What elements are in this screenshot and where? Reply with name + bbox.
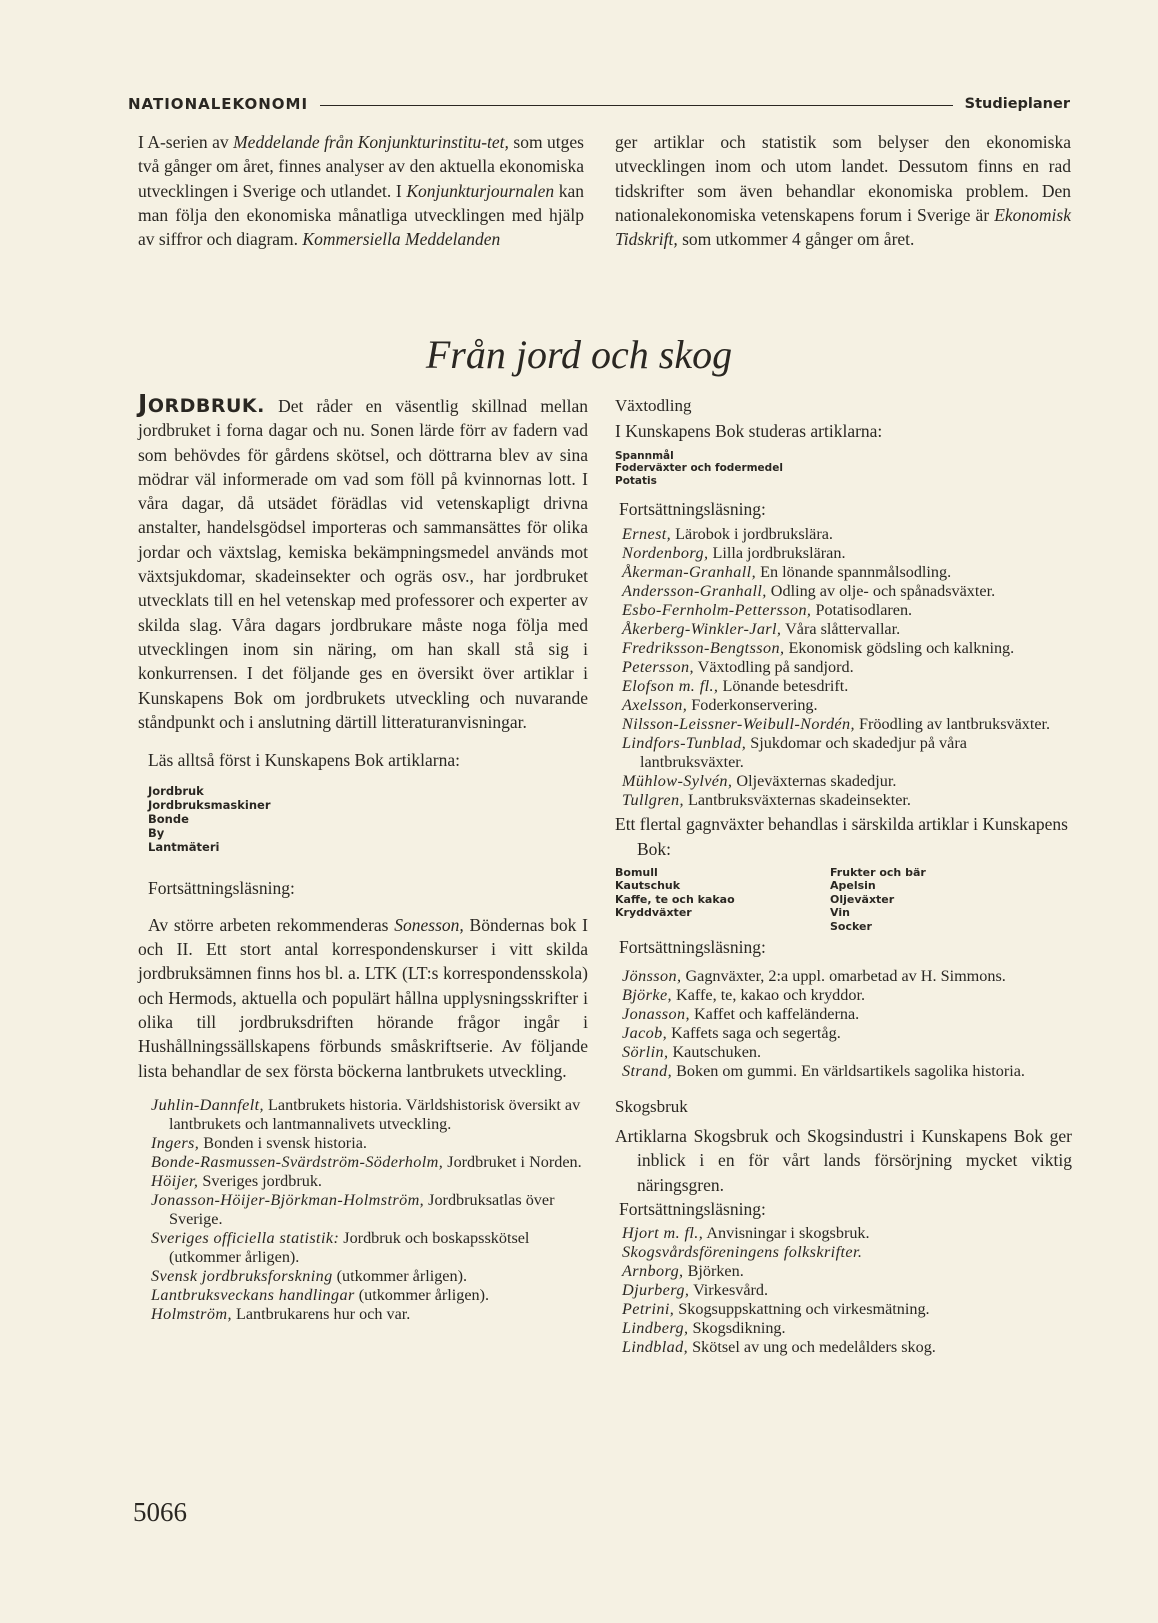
literature-entry [622,696,1072,715]
text-run: Skogsuppskattning och virkesmätning. [674,1300,930,1319]
text-run: Sjukdomar och skadedjur på våra lantbruksväxter. [640,734,967,772]
literature-entry [622,620,1072,639]
italic-text: Nilsson-Leissner-Weibull-Nordén, [622,715,855,734]
jordbruk-body: Det råder en väsentlig skillnad mellan jordbruket i forna dagar och nu. Sonen lärde förr av fadern vad som behövdes för gårdens skötsel, och döttrarna blev av sina mödrar väl informerade om vad som föll på kvinnornas lott. I våra dagar, då utsädet förädlas vid vetenskapligt drivna anstalter, handelsgödsel importeras och sammansättes för olika jordar och växtslag, kemiska bekämpningsmedel används mot växtsjukdomar, skadeinsekter och ogräs osv., har jordbruket utvecklats till en hel vetenskap med professorer och experter av skilda slag. Våra dagars jordbrukare måste noga följa med utvecklingen inom sin näring, om han skall stå sig i konkurrensen. I det följande ges en översikt över artiklar i Kunskapens Bok om jordbrukets utveckling och nuvarande ståndpunkt och i anslutning därtill litteraturanvisningar. [138,396,588,732]
italic-text: Jonasson, [622,1004,690,1023]
header-category: Studieplaner [964,96,1070,112]
text-run: Jordbruksatlas över Sverige. [169,1190,555,1228]
text-run: Jordbruk och boskapsskötsel (utkommer årligen). [169,1228,530,1266]
literature-entry [622,772,1072,791]
vaxtodling-heading: Växtodling [615,396,692,415]
italic-text: Skogsvårdsföreningens folkskrifter. [622,1243,863,1262]
literature-entry [622,658,1072,677]
italic-text: Axelsson, [622,696,688,715]
literature-entry [622,734,1072,772]
skogsbruk-intro: Artiklarna Skogsbruk och Skogsindustri i Kunskapens Bok ger inblick i en för vårt lands försörjning mycket viktig näringsgren. [615,1126,1072,1195]
text-run: Kaffet och kaffeländerna. [689,1004,860,1023]
article-item: Lantmäteri [148,840,220,855]
italic-text: Björke, [622,985,672,1004]
italic-text: Juhlin-Dannfelt, [151,1095,264,1114]
jordbruk-column [138,389,588,1324]
italic-text: Meddelande från Konjunkturinstitu-tet, [233,132,509,152]
literature-entry [622,601,1072,620]
text-run: Potatisodlaren. [811,601,913,620]
article-item: Jordbruksmaskiner [148,798,271,813]
section-title: Från jord och skog [425,332,733,377]
text-run: Odling av olje- och spånadsväxter. [766,582,996,601]
text-run: (utkommer årligen). [354,1285,490,1304]
text-run: Sveriges jordbruk. [198,1171,322,1190]
intro-right-column [615,130,1071,251]
literature-entry [622,639,1072,658]
jordbruk-article-list [138,784,588,854]
crop-article-item: Socker [830,919,872,933]
italic-text: Djurberg, [622,1281,690,1300]
italic-text: Mühlow-Sylvén, [622,772,733,791]
italic-text: Sonesson, [394,914,464,935]
italic-text: Hjort m. fl., [622,1224,704,1243]
article-item: By [148,826,165,841]
vaxtodling-literature-list [615,525,1072,810]
italic-text: Jönsson, [622,966,682,985]
text-run: Foderkonservering. [687,696,818,715]
literature-entry [622,1024,1072,1043]
italic-text: Bonde-Rasmussen-Svärdström-Söderholm, [151,1152,444,1171]
crop-article-item: Bomull [615,865,658,879]
text-run: Lantbrukets historia. Världshistorisk översikt av lantbrukets och lantmannalivets utveckling. [169,1095,581,1133]
italic-text: Ernest, [622,525,672,544]
italic-text: Sveriges officiella statistik: [151,1228,340,1247]
skogsbruk-continued-label: Fortsättningsläsning: [619,1198,766,1219]
italic-text: Jacob, [622,1023,668,1042]
italic-text: Strand, [622,1061,673,1080]
crop-article-item: Kaffe, te och kakao [615,892,735,906]
crops-list-right [830,866,1045,934]
intro-left-column [138,130,584,251]
literature-entry [151,1229,588,1267]
literature-entry [151,1191,588,1229]
running-header [128,92,1070,116]
literature-entry [151,1134,588,1153]
text-run: Kaffets saga och segertåg. [667,1023,841,1042]
literature-entry [151,1096,588,1134]
italic-text: Åkerman-Granhall, [622,563,757,582]
literature-entry [622,1262,1072,1281]
italic-text: Lindfors-Tunblad, [622,734,747,753]
crop-article-item: Vin [830,906,850,920]
italic-text: Fredriksson-Bengtsson, [622,639,785,658]
literature-entry [622,1300,1072,1319]
literature-entry [151,1286,588,1305]
intro-right-paragraph [615,130,1071,251]
italic-text: Svensk jordbruksforskning [151,1266,333,1285]
text-run: som utkommer 4 gånger om året. [677,229,915,250]
article-item: Potatis [615,474,657,487]
italic-text: Jonasson-Höijer-Björkman-Holmström, [151,1190,425,1209]
text-run: Av större arbeten rekommenderas [148,914,395,935]
text-run: Skötsel av ung och medelålders skog. [688,1338,936,1357]
literature-entry [622,1005,1072,1024]
crops-list-left [615,866,830,934]
vaxtodling-continued-label: Fortsättningsläsning: [619,499,766,520]
crop-article-item: Kautschuk [615,879,681,893]
literature-entry [622,525,1072,544]
text-run: Lantbrukarens hur och var. [231,1304,411,1323]
italic-text: Ekonomisk Tidskrift, [615,204,1071,250]
literature-entry [622,1243,1072,1262]
article-item: Bonde [148,812,189,827]
text-run: Lönande betesdrift. [718,677,849,696]
header-section-name: NATIONALEKONOMI [128,95,309,113]
literature-entry [622,1319,1072,1338]
crop-article-item: Frukter och bär [830,865,926,879]
literature-entry [151,1305,588,1324]
literature-entry [622,544,1072,563]
crop-article-item: Oljeväxter [830,892,895,906]
article-item: Foderväxter och fodermedel [615,462,783,475]
italic-text: Lindblad, [622,1338,689,1357]
italic-text: Elofson m. fl., [622,677,719,696]
literature-entry [622,563,1072,582]
text-run: som utges två gånger om året, finnes analyser av den aktuella ekonomiska utvecklingen i Sverige och utlandet. I [138,132,584,201]
text-run: Lärobok i jordbrukslära. [671,525,833,544]
continued-reading-text [138,913,588,1083]
text-run: Ekonomisk gödsling och kalkning. [784,639,1015,658]
text-run: (utkommer årligen). [332,1266,468,1285]
text-run: Fröodling av lantbruksväxter. [854,715,1051,734]
crop-article-item: Kryddväxter [615,906,692,920]
crops-intro: Ett flertal gagnväxter behandlas i särskilda artiklar i Kunskapens Bok: [615,814,1068,859]
italic-text: Lindberg, [622,1319,689,1338]
text-run: Gagnväxter, 2:a uppl. omarbetad av H. Simmons. [681,966,1006,985]
literature-entry [622,677,1072,696]
continued-reading-label: Fortsättningsläsning: [148,878,295,899]
literature-entry [622,715,1072,734]
jordbruk-lead-word: JORDBRUK. [138,389,265,418]
text-run: ger artiklar och statistik som belyser den ekonomiska utvecklingen inom och utom landet. Dessutom finns en rad tidskrifter som även behandlar ekonomiska problem. Den nationalekonomiska vetenskapens forum i Sverige är [615,132,1071,225]
text-run: Kautschuken. [668,1042,762,1061]
crops-continued-label: Fortsättningsläsning: [619,937,766,958]
literature-entry [151,1153,588,1172]
literature-entry [622,1281,1072,1300]
italic-text: Andersson-Granhall, [622,582,767,601]
article-item: Spannmål [615,449,674,462]
italic-text: Esbo-Fernholm-Pettersson, [622,601,812,620]
text-run: En lönande spannmålsodling. [756,563,952,582]
crops-literature-list [615,967,1072,1081]
text-run: Böndernas bok I och II. Ett stort antal korrespondenskurser i vitt skilda jordbruksämnen finns hos bl. a. LTK (LT:s korrespondensskola) och Hermods, aktuella och populärt hållna upplysningsskrifter i olika till jordbruksdriften hörande frågor ingår i Hushållningssällskapens förbunds småskriftserie. Av följande lista behandlar de sex första böckerna lantbrukets utveckling. [138,914,588,1081]
literature-entry [622,582,1072,601]
skogsbruk-heading: Skogsbruk [615,1096,688,1116]
text-run: Lilla jordbruksläran. [708,544,846,563]
crops-article-lists [615,866,1072,934]
text-run: Oljeväxternas skadedjur. [732,772,897,791]
jordbruk-intro [138,389,588,734]
italic-text: Höijer, [151,1171,199,1190]
text-run: Våra slåttervallar. [781,620,901,639]
vaxtodling-article-list [615,450,1072,488]
text-run: Växtodling på sandjord. [693,658,854,677]
italic-text: Nordenborg, [622,544,709,563]
italic-text: Konjunkturjournalen [406,180,555,201]
skogsbruk-literature-list [615,1224,1072,1357]
text-run: Jordbruket i Norden. [443,1152,582,1171]
text-run: I A-serien av [138,132,234,152]
article-item: Jordbruk [148,784,204,799]
page-number: 5066 [133,1497,187,1527]
jordbruk-literature-list [138,1096,588,1324]
italic-text: Petersson, [622,658,694,677]
vaxtodling-intro: I Kunskapens Bok studeras artiklarna: [615,421,883,442]
italic-text: Sörlin, [622,1042,669,1061]
text-run: Lantbruksväxternas skadeinsekter. [683,791,911,810]
literature-entry [622,1224,1072,1243]
literature-entry [622,791,1072,810]
header-rule [320,105,953,106]
italic-text: Kommersiella Meddelanden [302,229,501,250]
literature-entry [151,1267,588,1286]
italic-text: Lantbruksveckans handlingar [151,1285,355,1304]
literature-entry [622,1338,1072,1357]
text-run: Virkesvård. [689,1281,769,1300]
intro-left-paragraph [138,130,584,251]
literature-entry [622,1062,1072,1081]
literature-entry [622,1043,1072,1062]
crop-article-item: Apelsin [830,879,876,893]
italic-text: Tullgren, [622,791,684,810]
text-run: Skogsdikning. [688,1319,786,1338]
literature-entry [151,1172,588,1191]
text-run: kan man följa den ekonomiska månatliga utvecklingen med hjälp av siffror och diagram. [138,180,584,250]
text-run: Bonden i svensk historia. [199,1133,367,1152]
text-run: Boken om gummi. En världsartikels sagolika historia. [672,1061,1025,1080]
italic-text: Ingers, [151,1133,200,1152]
italic-text: Arnborg, [622,1262,684,1281]
italic-text: Petrini, [622,1300,675,1319]
text-run: Björken. [683,1262,744,1281]
text-run: Kaffe, te, kakao och kryddor. [672,985,865,1004]
vaxtodling-column [615,394,1072,1357]
italic-text: Åkerberg-Winkler-Jarl, [622,620,782,639]
read-first-label: Läs alltså först i Kunskapens Bok artiklarna: [148,750,461,771]
italic-text: Holmström, [151,1304,232,1323]
literature-entry [622,967,1072,986]
literature-entry [622,986,1072,1005]
text-run: Anvisningar i skogsbruk. [703,1224,870,1243]
